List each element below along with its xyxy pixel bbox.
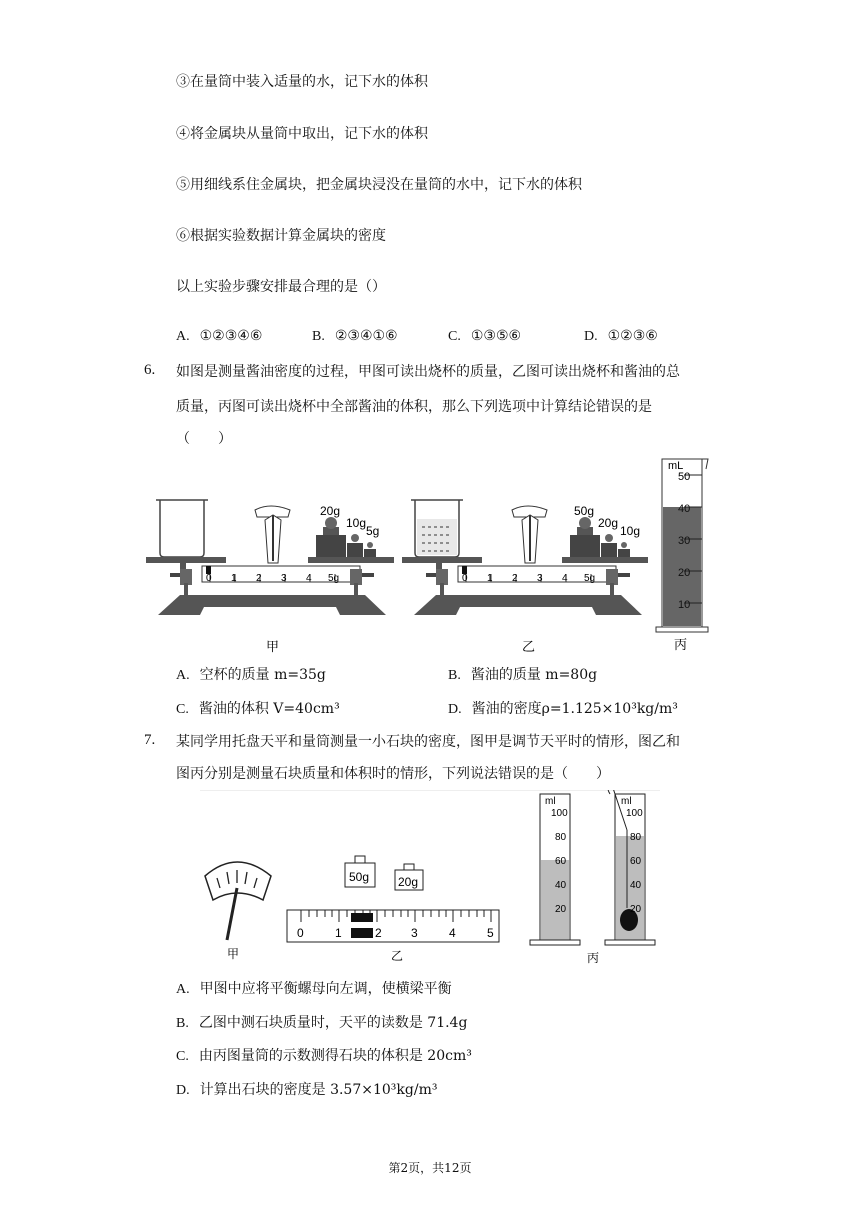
svg-text:40: 40	[630, 880, 642, 891]
q7-figure	[195, 790, 665, 970]
svg-text:2: 2	[512, 573, 518, 584]
q7-option-c: C. 由丙图量筒的示数测得石块的体积是 20cm³	[176, 1048, 472, 1064]
svg-text:30: 30	[678, 535, 691, 547]
step-6: ⑥根据实验数据计算金属块的密度	[176, 228, 386, 244]
weight-50g: 50g	[349, 870, 370, 884]
q6-stem-line2: 质量，丙图可读出烧杯中全部酱油的体积，那么下列选项中计算结论错误的是	[176, 399, 652, 415]
svg-text:40: 40	[678, 503, 691, 515]
label-yi-7: 乙	[391, 949, 404, 963]
q6-option-b: B. 酱油的质量 m=80g	[448, 667, 598, 683]
svg-text:3: 3	[411, 926, 418, 940]
balance-jia	[146, 500, 394, 654]
svg-text:2: 2	[375, 926, 382, 940]
cylinder-bing	[656, 459, 708, 652]
label-yi: 乙	[522, 639, 536, 654]
step-3: ③在量筒中装入适量的水，记下水的体积	[176, 74, 428, 90]
svg-text:40: 40	[555, 880, 567, 891]
svg-text:4: 4	[562, 573, 568, 584]
q5-option-b: B. ②③④①⑥	[312, 328, 398, 344]
q7-stem-line1: 某同学用托盘天平和量筒测量一小石块的密度，图甲是调节天平时的情形，图乙和	[176, 734, 680, 750]
weight-20g: 20g	[398, 875, 419, 889]
weight-label-20g-yi: 20g	[598, 516, 619, 530]
q6-option-a: A. 空杯的质量 m=35g	[176, 667, 326, 683]
weight-label-10g-yi: 10g	[620, 524, 641, 538]
q5-option-d: D. ①②③⑥	[584, 328, 658, 344]
svg-text:1: 1	[231, 573, 237, 584]
svg-text:5g: 5g	[328, 573, 340, 584]
svg-text:1: 1	[335, 926, 342, 940]
cyl-unit-left: ml	[545, 796, 556, 807]
svg-text:10: 10	[678, 599, 691, 611]
weight-label-10g: 10g	[346, 516, 367, 530]
q6-figure	[140, 455, 720, 655]
weights-jia	[316, 504, 379, 557]
svg-text:3: 3	[537, 573, 543, 584]
beam-yi	[287, 856, 499, 963]
q5-option-c: C. ①③⑤⑥	[448, 328, 522, 344]
q7-stem-line2: 图丙分别是测量石块质量和体积时的情形，下列说法错误的是（ ）	[176, 766, 610, 782]
svg-text:20: 20	[630, 904, 642, 915]
label-jia-7: 甲	[227, 947, 240, 961]
svg-text:4: 4	[449, 926, 456, 940]
svg-text:0: 0	[462, 573, 468, 584]
svg-text:60: 60	[555, 856, 567, 867]
weights-yi	[570, 504, 640, 557]
svg-text:3: 3	[281, 573, 287, 584]
weight-label-5g: 5g	[366, 524, 380, 538]
svg-text:20: 20	[678, 567, 691, 579]
q7-number: 7.	[144, 732, 156, 748]
cyl-unit-right: ml	[621, 796, 632, 807]
label-bing: 丙	[674, 637, 688, 652]
q5-option-a: A. ①②③④⑥	[176, 328, 263, 344]
q6-option-c: C. 酱油的体积 V=40cm³	[176, 701, 340, 717]
svg-text:1: 1	[487, 573, 493, 584]
svg-text:5g: 5g	[584, 573, 596, 584]
svg-text:4: 4	[306, 573, 312, 584]
step-4: ④将金属块从量筒中取出，记下水的体积	[176, 126, 428, 142]
step-5: ⑤用细线系住金属块，把金属块浸没在量筒的水中，记下水的体积	[176, 177, 582, 193]
svg-text:80: 80	[630, 832, 642, 843]
page-footer: 第2页，共12页	[388, 1161, 472, 1175]
svg-text:80: 80	[555, 832, 567, 843]
q7-option-b: B. 乙图中测石块质量时，天平的读数是 71.4g	[176, 1015, 468, 1031]
cyl-unit: mL	[668, 460, 684, 472]
q5-prompt: 以上实验步骤安排最合理的是（）	[176, 279, 386, 295]
q6-stem-line3: （ ）	[176, 431, 232, 447]
svg-text:2: 2	[256, 573, 262, 584]
q6-stem-line1: 如图是测量酱油密度的过程，甲图可读出烧杯的质量，乙图可读出烧杯和酱油的总	[176, 364, 680, 380]
weight-label-50g: 50g	[574, 504, 595, 518]
svg-text:20: 20	[555, 904, 567, 915]
cylinders-bing	[530, 790, 655, 965]
q7-option-a: A. 甲图中应将平衡螺母向左调，使横梁平衡	[176, 981, 452, 997]
svg-text:0: 0	[206, 573, 212, 584]
q6-number: 6.	[144, 362, 156, 378]
svg-text:60: 60	[630, 856, 642, 867]
svg-text:100: 100	[626, 808, 643, 819]
q6-option-d: D. 酱油的密度ρ=1.125×10³kg/m³	[448, 701, 678, 717]
label-bing-7: 丙	[587, 951, 600, 965]
svg-text:5: 5	[487, 926, 494, 940]
q7-option-d: D. 计算出石块的密度是 3.57×10³kg/m³	[176, 1082, 438, 1098]
svg-text:50: 50	[678, 471, 691, 483]
svg-text:0: 0	[297, 926, 304, 940]
balance-yi	[402, 500, 648, 654]
svg-text:100: 100	[551, 808, 568, 819]
weight-label-20g: 20g	[320, 504, 341, 518]
label-jia: 甲	[266, 639, 280, 654]
dial-jia	[205, 862, 271, 961]
